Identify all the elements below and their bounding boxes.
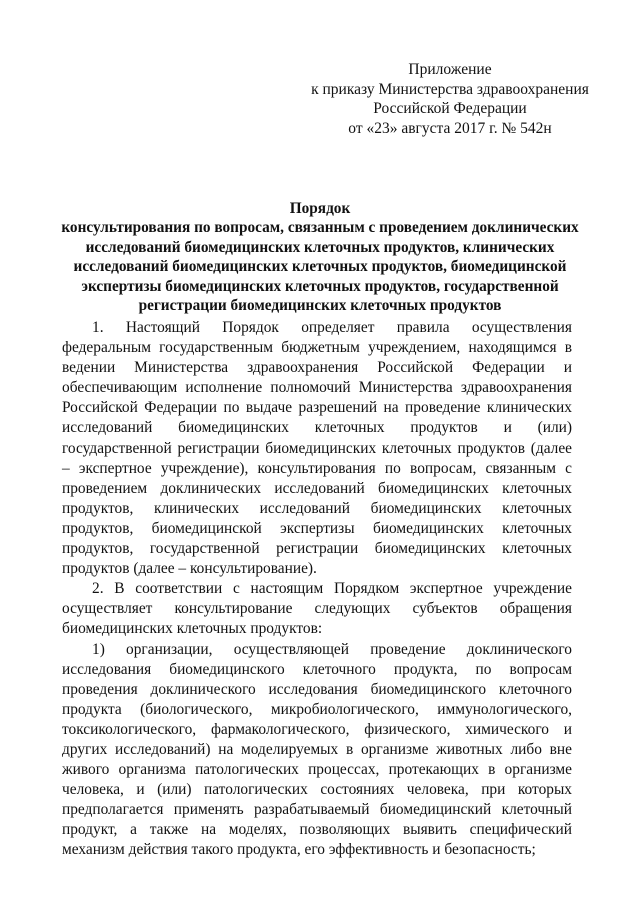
paragraph-2: 2. В соответствии с настоящим Порядком экспертное учреждение осуществляет консультирование следующих субъектов обращения биомедицинских клеточных продуктов:: [62, 580, 572, 638]
approval-line-appendix: Приложение: [408, 61, 492, 78]
title-line: исследований биомедицинских клеточных продуктов, клинических: [85, 238, 555, 256]
document-body: [62, 318, 572, 861]
approval-line-federation: Российской Федерации: [373, 100, 527, 117]
title-line: регистрации биомедицинских клеточных продуктов: [138, 297, 502, 315]
approval-block: [300, 60, 600, 138]
title-heading: Порядок: [289, 200, 351, 217]
paragraph-1: 1. Настоящий Порядок определяет правила осуществления федеральным государственным бюджетным учреждением, находящимся в ведении Министерства здравоохранения Российской Федерации и обеспечивающим исполнение полномочий Министерства здравоохранения Российской Федерации по выдаче разрешений на проведение клинических исследований биомедицинских клеточных продуктов и (или) государственной регистрации биомедицинских клеточных продуктов (далее – экспертное учреждение), консультирования по вопросам, связанным с проведением доклинических исследований биомедицинских клеточных продуктов, клинических исследований биомедицинских клеточных продуктов, биомедицинской экспертизы биомедицинских клеточных продуктов, государственной регистрации биомедицинских клеточных продуктов (далее – консультирование).: [62, 319, 572, 578]
paragraph-2-item-1: 1) организации, осуществляющей проведение доклинического исследования биомедицинского клеточного продукта, по вопросам проведения доклинического исследования биомедицинского клеточного продукта (биологического, микробиологического, иммунологического, токсикологического, фармакологического, физического, химического и других исследований) на моделируемых в организме животных либо вне живого организма патологических процессах, протекающих в организме человека, и (или) патологических состояниях человека, при которых предполагается применять разрабатываемый биомедицинский клеточный продукт, а также на моделях, позволяющих выявить специфический механизм действия такого продукта, его эффективность и безопасность;: [62, 640, 572, 859]
approval-line-date: от «23» августа 2017 г. № 542н: [348, 119, 552, 137]
title-line: консультирования по вопросам, связанным с проведением доклинических: [61, 219, 579, 237]
title-line: исследований биомедицинских клеточных продуктов, биомедицинской: [73, 258, 567, 276]
title-line: экспертизы биомедицинских клеточных продуктов, государственной: [81, 277, 559, 295]
document-title: [50, 199, 590, 315]
approval-line-order: к приказу Министерства здравоохранения: [311, 80, 589, 98]
